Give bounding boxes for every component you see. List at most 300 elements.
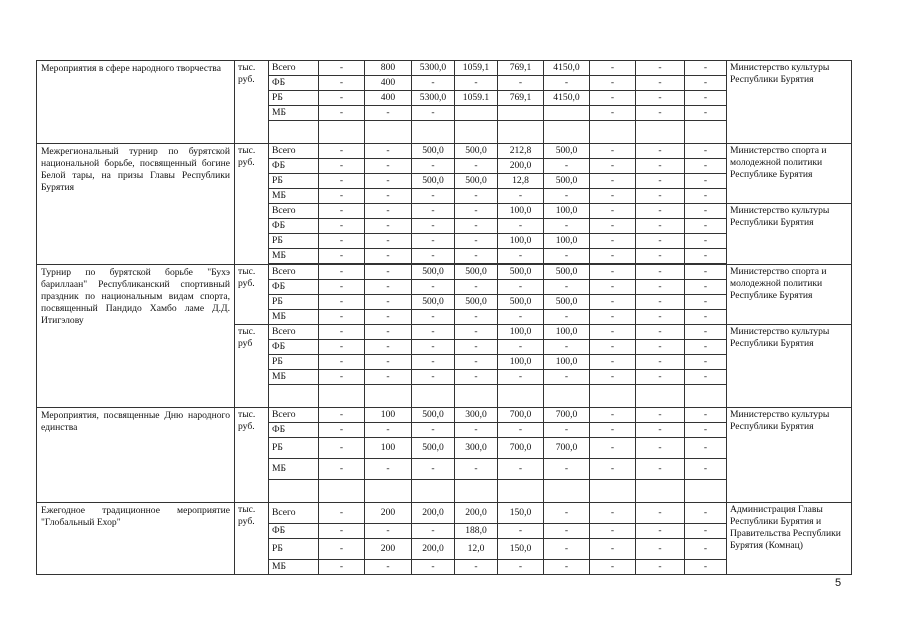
value-cell: - (590, 174, 636, 189)
value-cell: 4150,0 (544, 91, 590, 106)
value-cell: - (590, 189, 636, 204)
value-cell: - (544, 423, 590, 438)
value-cell: 100,0 (498, 204, 544, 219)
value-cell: - (636, 265, 685, 280)
table-row (37, 61, 852, 76)
spacer-cell (590, 385, 636, 408)
value-cell: - (636, 234, 685, 249)
value-cell: - (498, 249, 544, 264)
value-cell: - (455, 340, 498, 355)
spacer-cell (365, 385, 412, 408)
value-cell: - (455, 234, 498, 249)
value-cell: - (636, 503, 685, 524)
value-cell: 400 (365, 76, 412, 91)
value-cell: 500,0 (455, 265, 498, 280)
value-cell: - (590, 144, 636, 159)
value-cell: - (590, 76, 636, 91)
value-cell: - (365, 459, 412, 480)
value-cell: - (544, 370, 590, 385)
spacer-cell (365, 121, 412, 144)
value-cell: - (412, 370, 455, 385)
value-cell: 500,0 (412, 144, 455, 159)
executor: Министерство культуры Республики Бурятия (727, 61, 852, 144)
value-cell: - (455, 560, 498, 575)
program-table-body (37, 61, 852, 575)
value-cell: 100,0 (498, 325, 544, 340)
value-cell: - (636, 174, 685, 189)
funding-type: ФБ (269, 423, 319, 438)
funding-type: РБ (269, 91, 319, 106)
spacer-cell (455, 385, 498, 408)
value-cell: - (365, 340, 412, 355)
value-cell: - (365, 355, 412, 370)
value-cell: - (685, 106, 727, 121)
value-cell: - (455, 249, 498, 264)
funding-type: Всего (269, 61, 319, 76)
value-cell: 200 (365, 539, 412, 560)
value-cell: - (685, 524, 727, 539)
value-cell: - (590, 503, 636, 524)
value-cell: 500,0 (412, 174, 455, 189)
spacer-cell (455, 480, 498, 503)
value-cell: 100 (365, 408, 412, 423)
value-cell: - (590, 204, 636, 219)
value-cell: - (590, 249, 636, 264)
value-cell: - (636, 249, 685, 264)
value-cell: - (590, 355, 636, 370)
value-cell: - (685, 539, 727, 560)
spacer-cell (498, 121, 544, 144)
value-cell: - (412, 106, 455, 121)
value-cell: - (455, 219, 498, 234)
value-cell: - (498, 459, 544, 480)
value-cell: - (412, 249, 455, 264)
executor: Министерство спорта и молодежной политики Республике Бурятия (727, 265, 852, 325)
funding-type: ФБ (269, 159, 319, 174)
value-cell: 700,0 (544, 408, 590, 423)
value-cell: - (319, 503, 365, 524)
value-cell: - (319, 174, 365, 189)
value-cell: 500,0 (544, 265, 590, 280)
value-cell: 1059.1 (455, 91, 498, 106)
value-cell: - (685, 189, 727, 204)
value-cell: - (319, 61, 365, 76)
value-cell: - (636, 459, 685, 480)
spacer-cell (636, 121, 685, 144)
spacer-cell (590, 480, 636, 503)
spacer-cell (685, 121, 727, 144)
funding-type: ФБ (269, 280, 319, 295)
spacer-cell (412, 385, 455, 408)
value-cell: - (498, 524, 544, 539)
spacer-cell (269, 385, 319, 408)
value-cell: - (319, 370, 365, 385)
value-cell: - (590, 524, 636, 539)
value-cell: - (544, 280, 590, 295)
value-cell: - (319, 524, 365, 539)
spacer-cell (590, 121, 636, 144)
event-name: Мероприятия, посвященные Дню народного единства (37, 408, 235, 503)
value-cell: 500,0 (498, 265, 544, 280)
value-cell: - (544, 76, 590, 91)
value-cell: - (685, 503, 727, 524)
value-cell: 500,0 (544, 174, 590, 189)
value-cell: - (365, 159, 412, 174)
funding-type: РБ (269, 234, 319, 249)
value-cell: - (319, 295, 365, 310)
value-cell: - (590, 310, 636, 325)
value-cell: 100,0 (544, 325, 590, 340)
value-cell: - (685, 438, 727, 459)
table-row (37, 265, 852, 280)
value-cell: - (590, 280, 636, 295)
value-cell: - (636, 219, 685, 234)
spacer-cell (412, 480, 455, 503)
value-cell: 100,0 (498, 355, 544, 370)
funding-type: МБ (269, 370, 319, 385)
funding-type: МБ (269, 560, 319, 575)
value-cell: - (365, 280, 412, 295)
spacer-cell (319, 480, 365, 503)
funding-type: РБ (269, 539, 319, 560)
value-cell: - (365, 265, 412, 280)
value-cell: - (590, 325, 636, 340)
funding-type: МБ (269, 249, 319, 264)
value-cell: - (636, 560, 685, 575)
value-cell: 100,0 (544, 234, 590, 249)
value-cell: - (544, 249, 590, 264)
value-cell: - (365, 144, 412, 159)
page-number: 5 (835, 577, 842, 589)
value-cell: - (365, 370, 412, 385)
value-cell: - (319, 408, 365, 423)
value-cell: 700,0 (498, 438, 544, 459)
value-cell: - (544, 524, 590, 539)
event-name: Турнир по бурятской борьбе "Бухэ бариллаан" Республиканский спортивный праздник по национальным видам спорта, посвященный Пандидо Хамбо ламе Д.Д. Итигэлову (37, 265, 235, 408)
executor: Министерство культуры Республики Бурятия (727, 408, 852, 503)
value-cell: 12,0 (455, 539, 498, 560)
value-cell: 200 (365, 503, 412, 524)
funding-type: Всего (269, 408, 319, 423)
value-cell: - (636, 310, 685, 325)
value-cell: - (498, 423, 544, 438)
funding-type: ФБ (269, 340, 319, 355)
value-cell: - (319, 159, 365, 174)
value-cell: - (685, 174, 727, 189)
value-cell: - (636, 76, 685, 91)
value-cell: - (412, 459, 455, 480)
value-cell: - (455, 310, 498, 325)
value-cell: - (365, 174, 412, 189)
value-cell: - (498, 280, 544, 295)
value-cell: - (636, 355, 685, 370)
value-cell: 200,0 (498, 159, 544, 174)
value-cell: - (365, 325, 412, 340)
value-cell: - (365, 234, 412, 249)
value-cell: 769,1 (498, 91, 544, 106)
value-cell: - (685, 249, 727, 264)
value-cell: 500,0 (455, 144, 498, 159)
value-cell: 5300,0 (412, 61, 455, 76)
unit: тыс. руб. (235, 144, 269, 265)
funding-type: РБ (269, 355, 319, 370)
value-cell: - (636, 438, 685, 459)
value-cell: - (319, 560, 365, 575)
funding-type: МБ (269, 459, 319, 480)
value-cell: - (685, 325, 727, 340)
value-cell: - (685, 295, 727, 310)
spacer-cell (544, 385, 590, 408)
event-name: Межрегиональный турнир по бурятской национальной борьбе, посвященный богине Белой тары, на призы Главы Республики Бурятия (37, 144, 235, 265)
value-cell: 100,0 (498, 234, 544, 249)
spacer-cell (365, 480, 412, 503)
value-cell: - (498, 370, 544, 385)
value-cell: 200,0 (455, 503, 498, 524)
table-row (37, 503, 852, 524)
value-cell: - (685, 234, 727, 249)
value-cell: - (412, 280, 455, 295)
value-cell: - (590, 459, 636, 480)
value-cell: - (412, 159, 455, 174)
value-cell: - (544, 560, 590, 575)
funding-type: ФБ (269, 219, 319, 234)
value-cell: - (590, 265, 636, 280)
value-cell: - (636, 295, 685, 310)
value-cell: - (455, 76, 498, 91)
value-cell: - (455, 204, 498, 219)
value-cell: - (636, 280, 685, 295)
value-cell: - (590, 438, 636, 459)
spacer-cell (455, 121, 498, 144)
value-cell: - (319, 76, 365, 91)
value-cell: - (685, 340, 727, 355)
spacer-cell (319, 385, 365, 408)
value-cell: 100,0 (544, 204, 590, 219)
value-cell: 212,8 (498, 144, 544, 159)
value-cell: - (544, 159, 590, 174)
value-cell: - (412, 189, 455, 204)
value-cell: - (319, 423, 365, 438)
value-cell: - (365, 189, 412, 204)
funding-type: ФБ (269, 524, 319, 539)
value-cell: - (636, 159, 685, 174)
value-cell: - (412, 219, 455, 234)
value-cell: - (412, 310, 455, 325)
value-cell: - (590, 539, 636, 560)
value-cell: - (365, 524, 412, 539)
value-cell: - (365, 560, 412, 575)
value-cell: - (636, 204, 685, 219)
executor: Администрация Главы Республики Бурятия и Правительства Республики Бурятия (Комнац) (727, 503, 852, 575)
value-cell: 700,0 (498, 408, 544, 423)
unit: тыс. руб. (235, 61, 269, 144)
value-cell: 12,8 (498, 174, 544, 189)
spacer-cell (544, 480, 590, 503)
value-cell: 500,0 (412, 295, 455, 310)
event-name: Ежегодное традиционное мероприятие "Глобальный Ехор" (37, 503, 235, 575)
event-name: Мероприятия в сфере народного творчества (37, 61, 235, 144)
value-cell: - (590, 560, 636, 575)
value-cell: - (455, 189, 498, 204)
value-cell: - (455, 370, 498, 385)
table-row (37, 144, 852, 159)
value-cell: - (590, 219, 636, 234)
value-cell: - (636, 91, 685, 106)
value-cell: - (319, 249, 365, 264)
value-cell: - (319, 204, 365, 219)
table-row (37, 408, 852, 423)
value-cell: - (685, 408, 727, 423)
value-cell: - (319, 355, 365, 370)
funding-type: РБ (269, 174, 319, 189)
value-cell: - (590, 423, 636, 438)
value-cell: 200,0 (412, 503, 455, 524)
value-cell: 100 (365, 438, 412, 459)
spacer-cell (269, 480, 319, 503)
value-cell: - (412, 355, 455, 370)
value-cell: 188,0 (455, 524, 498, 539)
funding-type: МБ (269, 310, 319, 325)
spacer-cell (544, 121, 590, 144)
value-cell: - (319, 438, 365, 459)
value-cell: - (636, 408, 685, 423)
value-cell: 150,0 (498, 539, 544, 560)
value-cell: - (685, 61, 727, 76)
value-cell: 500,0 (455, 295, 498, 310)
value-cell: 300,0 (455, 408, 498, 423)
value-cell: - (590, 408, 636, 423)
value-cell: - (319, 325, 365, 340)
value-cell: 100,0 (544, 355, 590, 370)
value-cell: 800 (365, 61, 412, 76)
value-cell: 1059,1 (455, 61, 498, 76)
value-cell: 150,0 (498, 503, 544, 524)
value-cell: - (498, 340, 544, 355)
value-cell: - (412, 340, 455, 355)
value-cell: - (590, 106, 636, 121)
value-cell: 4150,0 (544, 61, 590, 76)
value-cell (498, 106, 544, 121)
value-cell: - (365, 204, 412, 219)
value-cell: - (412, 234, 455, 249)
value-cell: - (412, 423, 455, 438)
value-cell: - (319, 459, 365, 480)
value-cell: - (319, 539, 365, 560)
spacer-cell (636, 385, 685, 408)
funding-type: Всего (269, 204, 319, 219)
value-cell: - (365, 249, 412, 264)
value-cell: - (455, 280, 498, 295)
value-cell: - (498, 189, 544, 204)
value-cell: 500,0 (544, 144, 590, 159)
value-cell: - (590, 295, 636, 310)
executor: Министерство культуры Республики Бурятия (727, 325, 852, 408)
value-cell: - (412, 204, 455, 219)
value-cell: 500,0 (455, 174, 498, 189)
value-cell: - (636, 423, 685, 438)
value-cell: - (685, 459, 727, 480)
value-cell: - (319, 219, 365, 234)
value-cell: - (319, 189, 365, 204)
value-cell: 500,0 (412, 438, 455, 459)
value-cell (544, 106, 590, 121)
funding-type: Всего (269, 265, 319, 280)
value-cell: - (365, 106, 412, 121)
value-cell: - (685, 280, 727, 295)
value-cell (455, 106, 498, 121)
value-cell: - (319, 340, 365, 355)
spacer-cell (412, 121, 455, 144)
executor: Министерство спорта и молодежной политики Республике Бурятия (727, 144, 852, 204)
value-cell: 500,0 (412, 265, 455, 280)
funding-type: МБ (269, 106, 319, 121)
value-cell: - (455, 355, 498, 370)
value-cell: 500,0 (498, 295, 544, 310)
spacer-cell (685, 480, 727, 503)
value-cell: - (636, 539, 685, 560)
value-cell: - (685, 355, 727, 370)
value-cell: - (590, 159, 636, 174)
unit: тыс. руб. (235, 503, 269, 575)
value-cell: - (590, 340, 636, 355)
value-cell: 5300,0 (412, 91, 455, 106)
spacer-cell (498, 385, 544, 408)
funding-type: ФБ (269, 76, 319, 91)
spacer-cell (636, 480, 685, 503)
value-cell: - (636, 61, 685, 76)
value-cell: - (365, 219, 412, 234)
value-cell: - (636, 144, 685, 159)
value-cell: - (544, 189, 590, 204)
value-cell: - (590, 234, 636, 249)
value-cell: - (590, 370, 636, 385)
value-cell: - (636, 370, 685, 385)
value-cell: - (498, 310, 544, 325)
value-cell: - (685, 219, 727, 234)
value-cell: - (412, 524, 455, 539)
value-cell: - (685, 144, 727, 159)
value-cell: - (685, 423, 727, 438)
value-cell: - (455, 325, 498, 340)
funding-type: Всего (269, 144, 319, 159)
value-cell: - (636, 189, 685, 204)
value-cell: - (544, 539, 590, 560)
value-cell: - (319, 234, 365, 249)
value-cell: - (455, 159, 498, 174)
funding-type: РБ (269, 438, 319, 459)
value-cell: - (590, 91, 636, 106)
value-cell: - (498, 219, 544, 234)
funding-type: РБ (269, 295, 319, 310)
value-cell: - (685, 91, 727, 106)
value-cell: 500,0 (412, 408, 455, 423)
value-cell: - (412, 325, 455, 340)
spacer-cell (685, 385, 727, 408)
executor: Министерство культуры Республики Бурятия (727, 204, 852, 265)
value-cell: - (636, 340, 685, 355)
value-cell: - (544, 459, 590, 480)
value-cell: - (636, 325, 685, 340)
unit: тыс. руб. (235, 408, 269, 503)
value-cell: - (412, 560, 455, 575)
value-cell: - (319, 310, 365, 325)
value-cell: - (319, 91, 365, 106)
unit: тыс. руб (235, 325, 269, 408)
funding-type: Всего (269, 325, 319, 340)
value-cell: - (636, 106, 685, 121)
value-cell: - (319, 265, 365, 280)
value-cell: 400 (365, 91, 412, 106)
